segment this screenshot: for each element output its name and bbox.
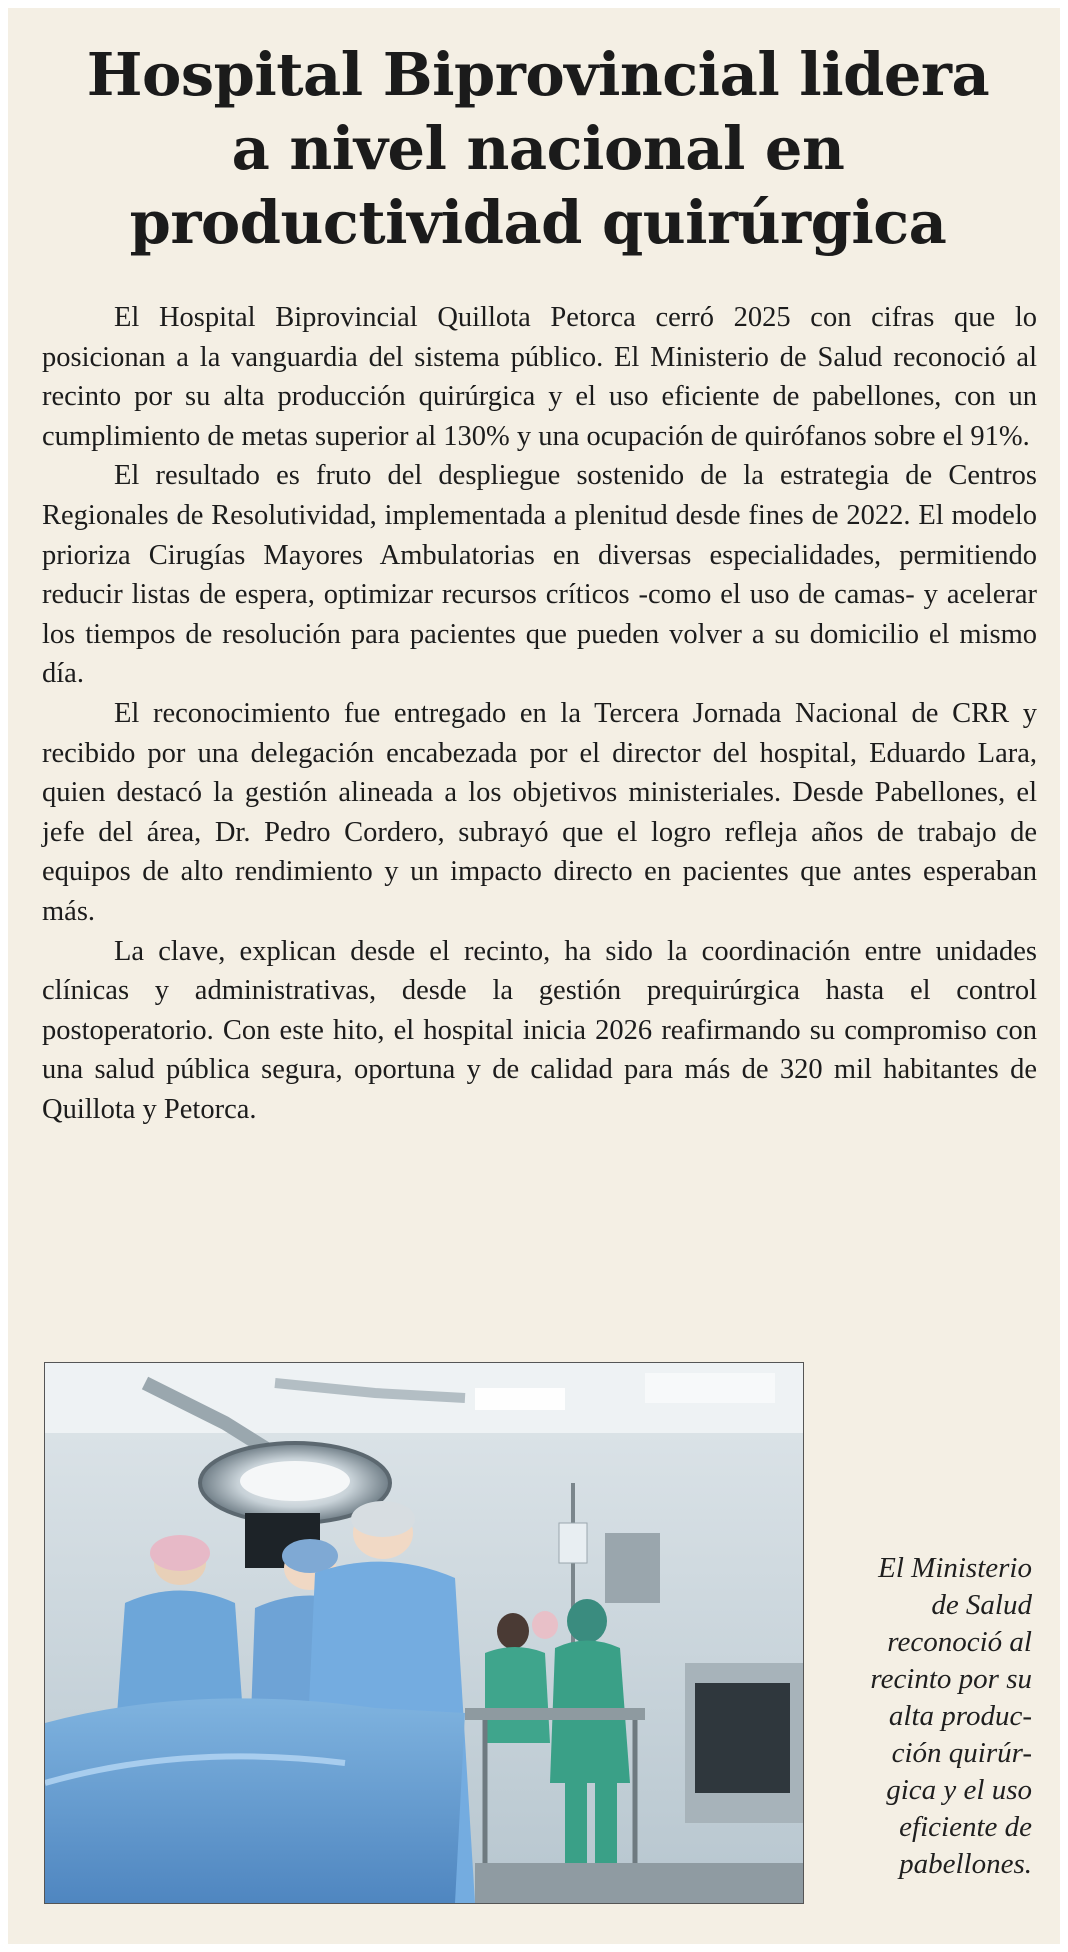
- caption-line-7: gica y el uso: [886, 1774, 1032, 1806]
- photo-caption: [822, 1550, 1032, 1883]
- caption-line-4: recinto por su: [870, 1663, 1032, 1695]
- headline-line-3: productividad quirúrgica: [129, 188, 947, 257]
- operating-room-photo: [44, 1362, 804, 1904]
- paragraph-1: El Hospital Biprovincial Quillota Petorca cerró 2025 con cifras que lo posicionan a la vanguardia del sistema público. El Ministerio de Salud reconoció al recinto por su alta producción quirúrgica y el uso eficiente de pabellones, con un cumplimiento de metas superior al 130% y una ocupación de quirófanos sobre el 91%.: [42, 302, 1037, 452]
- caption-line-3: reconoció al: [887, 1626, 1032, 1658]
- caption-line-9: pabellones.: [899, 1848, 1032, 1880]
- headline: [48, 38, 1028, 260]
- surgery-illustration: [45, 1363, 803, 1903]
- caption-line-6: ción quirúr-: [891, 1737, 1032, 1769]
- paragraph-3: El reconocimiento fue entregado en la Tercera Jornada Nacional de CRR y recibido por una delegación encabezada por el director del hospital, Eduardo Lara, quien destacó la gestión alineada a los objetivos ministeriales. Desde Pabellones, el jefe del área, Dr. Pedro Cordero, subrayó que el logro refleja años de trabajo de equipos de alto rendimiento y un impacto directo en pacientes que antes esperaban más.: [42, 697, 1037, 927]
- article-body: [42, 298, 1037, 1129]
- caption-line-8: eficiente de: [899, 1811, 1032, 1843]
- caption-line-2: de Salud: [931, 1589, 1032, 1621]
- caption-line-5: alta produc-: [888, 1700, 1032, 1732]
- headline-line-2: a nivel nacional en: [231, 114, 845, 183]
- caption-line-1: El Ministerio: [878, 1552, 1032, 1584]
- headline-line-1: Hospital Biprovincial lidera: [86, 40, 990, 109]
- paragraph-4: La clave, explican desde el recinto, ha sido la coordinación entre unidades clínicas y administrativas, desde la gestión prequirúrgica hasta el control postoperatorio. Con este hito, el hospital inicia 2026 reafirmando su compromiso con una salud pública segura, oportuna y de calidad para más de 320 mil habitantes de Quillota y Petorca.: [42, 935, 1037, 1125]
- paragraph-2: El resultado es fruto del despliegue sostenido de la estrategia de Centros Regionales de Resolutividad, implementada a plenitud desde fines de 2022. El modelo prioriza Cirugías Mayores Ambulatorias en diversas especialidades, permitiendo reducir listas de espera, optimizar recursos críticos -como el uso de camas- y acelerar los tiempos de resolución para pacientes que pueden volver a su domicilio el mismo día.: [42, 460, 1037, 690]
